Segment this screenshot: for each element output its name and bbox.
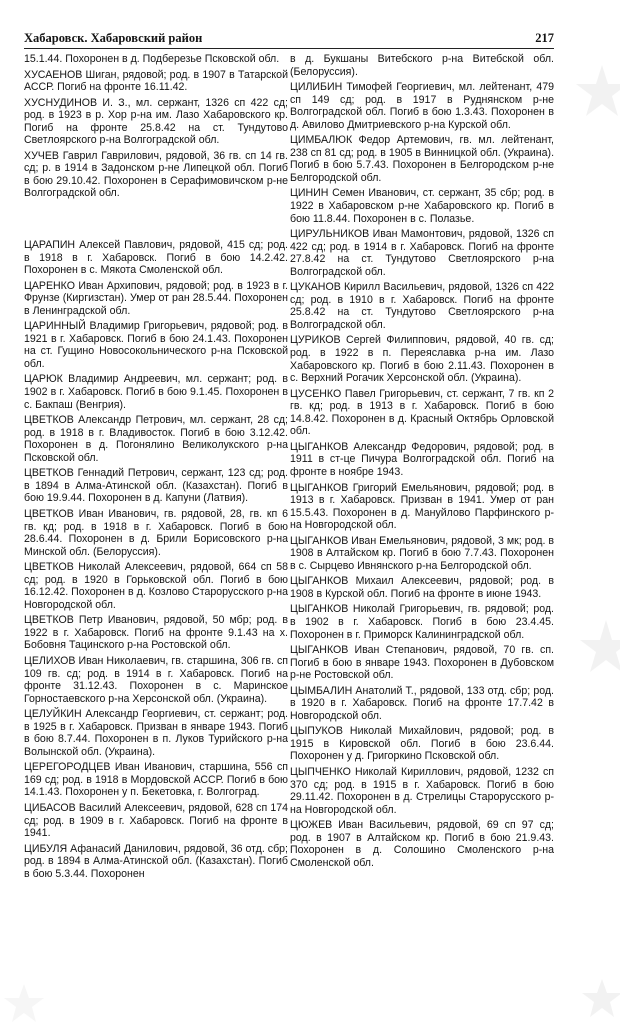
entry-details: Иван Степанович, рядовой, 70 гв. сп. Погиб в бою в январе 1943. Похоронен в Дубовском р-не Ростовской обл.	[290, 644, 554, 682]
letter-section-gap	[24, 203, 288, 239]
entry-surname: ЦИЛИБИН	[290, 81, 343, 94]
entry-surname: ЦЫГАНКОВ	[290, 440, 349, 453]
entry-details: Сергей Филиппович, рядовой, 40 гв. сд; род. в 1922 в п. Переяславка р-на им. Лазо Хабаровского кр. Погиб в бою 2.11.43. Похоронен в с. Верхний Рогачик Херсонской обл. (Украина).	[290, 334, 554, 385]
memorial-entry	[290, 53, 554, 78]
entry-details: Иван Иванович, гв. рядовой, 28, гв. кп 6 гв. кд; род. в 1918 в г. Хабаровск. Погиб в бою 28.6.44. Похоронен в д. Брили Борисовского р-на Минской обл. (Белоруссия).	[24, 507, 288, 558]
entry-surname: ЦАРЮК	[24, 373, 63, 386]
entry-surname: ХУСАЕНОВ	[24, 68, 83, 81]
memorial-entry	[290, 334, 554, 384]
entry-surname: ЦУРИКОВ	[290, 334, 341, 347]
running-title: Хабаровск. Хабаровский район	[24, 31, 203, 45]
entry-details: Федор Артемович, гв. мл. лейтенант, 238 сп 81 сд; род. в 1905 в Винницкой обл. (Украина). Погиб в бою 5.7.43. Похоронен в Белгородском р-не Белгородской обл.	[290, 134, 554, 184]
entry-details: Шиган, рядовой; род. в 1907 в Татарской АССР. Погиб на фронте 16.11.42.	[24, 68, 288, 94]
star-watermark-icon	[0, 980, 60, 1024]
entry-details: И. З., мл. сержант, 1326 сп 422 сд; род. в 1923 в р. Хор р-на им. Лазо Хабаровского кр. Погиб на фронте 25.8.42 на ст. Тундутово Светлоярского р-на Волгоградской обл.	[24, 96, 288, 147]
entry-details: Иван Емельянович, рядовой, 3 мк; род. в 1908 в Алтайском кр. Погиб в бою 7.7.43. Похоронен в с. Сырцево Ивнянского р-на Белгородской обл.	[290, 534, 554, 572]
entry-surname: ЦЫГАНКОВ	[290, 534, 349, 547]
memorial-entry	[290, 819, 554, 869]
entry-surname: ЦУКАНОВ	[290, 281, 341, 294]
entry-surname: ЦИБУЛЯ	[24, 842, 68, 855]
memorial-entry	[24, 467, 288, 505]
memorial-entry	[290, 535, 554, 573]
entry-surname: ЦЫМБАЛИН	[290, 684, 353, 697]
memorial-entry	[290, 482, 554, 532]
entry-details: Геннадий Петрович, сержант, 123 сд; род. в 1894 в Алма-Атинской обл. (Казахстан). Погиб в бою 19.9.44. Похоронен в д. Капуни (Латвия).	[24, 467, 288, 505]
memorial-entry	[290, 134, 554, 184]
entry-surname: ЦИРУЛЬНИКОВ	[290, 228, 370, 241]
right-column	[290, 53, 554, 1013]
entry-details: Гаврил Гаврилович, рядовой, 36 гв. сп 14 гв. сд; р. в 1914 в Задонском р-не Липецкой обл. Погиб в бою 29.10.42. Похоронен в Серафимовичском р-не Волгоградской обл.	[24, 149, 288, 200]
memorial-entry	[290, 81, 554, 131]
memorial-entry	[24, 53, 288, 66]
entry-surname: ЦЫПЧЕНКО	[290, 765, 351, 778]
entry-details: в д. Букшаны Витебского р-на Витебской обл. (Белоруссия).	[290, 53, 554, 78]
entry-details: Александр Федорович, рядовой; род. в 1911 в ст-це Пичура Волгоградской обл. Погиб на фронте в ноябре 1943.	[290, 440, 554, 478]
memorial-entry	[24, 655, 288, 705]
entry-details: Николай Григорьевич, гв. рядовой; род. в 1902 в г. Хабаровск. Погиб в бою 23.4.45. Похоронен в г. Приморск Калининградской обл.	[290, 603, 554, 641]
memorial-entry	[24, 414, 288, 464]
entry-surname: ЦВЕТКОВ	[24, 561, 74, 574]
memorial-entry	[290, 441, 554, 479]
entry-surname: ЦЮЖЕВ	[290, 819, 333, 832]
entry-surname: ЦИМБАЛЮК	[290, 134, 353, 147]
memorial-entry	[290, 575, 554, 600]
entry-details: Тимофей Георгиевич, мл. лейтенант, 479 сп 149 сд; род. в 1917 в Руднянском р-не Волгоградской обл. Погиб в бою 1.3.43. Похоронен в д. Авилово Дмитриевского р-на Курской обл.	[290, 81, 554, 131]
memorial-entry	[290, 766, 554, 816]
memorial-entry	[24, 561, 288, 611]
memorial-entry	[290, 603, 554, 641]
entry-surname: ЦАРИННЫЙ	[24, 320, 86, 333]
entry-details: Иван Иванович, старшина, 556 сп 169 сд; род. в 1918 в Мордовской АССР. Погиб в бою 14.1.43. Похоронен у п. Бекетовка, г. Волгоград.	[24, 761, 288, 799]
memorial-entry	[290, 644, 554, 682]
entry-details: Василий Алексеевич, рядовой, 628 сп 174 сд; род. в 1909 в г. Хабаровск. Погиб на фронте в 1941.	[24, 801, 288, 840]
memorial-entry	[290, 228, 554, 278]
entry-details: Иван Архипович, рядовой; род. в 1923 в г. Фрунзе (Киргизстан). Умер от ран 28.5.44. Похоронен в Ленинградской обл.	[24, 279, 288, 317]
entry-surname: ЦЕЛУЙКИН	[24, 708, 82, 721]
memorial-entry	[24, 97, 288, 147]
entry-surname: ЦИБАСОВ	[24, 801, 76, 814]
entry-surname: ЦАРЕНКО	[24, 279, 75, 292]
entry-surname: ЦУСЕНКО	[290, 387, 342, 400]
entry-details: Иван Мамонтович, рядовой, 1326 сп 422 сд; род. в 1914 в г. Хабаровск. Погиб на фронте 27.8.42 на ст. Тундутово Светлоярского р-на Волгоградской обл.	[290, 228, 554, 278]
star-watermark-icon	[562, 60, 620, 150]
memorial-entry	[290, 725, 554, 763]
entry-details: Иван Николаевич, гв. старшина, 306 гв. сп 109 гв. сд; род. в 1914 в г. Хабаровск. Погиб на фронте 31.12.43. Похоронен в с. Маринское Горностаевского р-на Херсонской обл. (Украина).	[24, 654, 288, 705]
entry-details: Николай Михайлович, рядовой; род. в 1915 в Кировской обл. Погиб в бою 23.6.44. Похоронен у д. Григоркино Псковской обл.	[290, 725, 554, 763]
entry-surname: ХУЧЕВ	[24, 149, 59, 162]
entry-surname: ХУСНУДИНОВ	[24, 96, 98, 109]
entry-details: Александр Георгиевич, ст. сержант; род. в 1925 в г. Хабаровск. Призван в январе 1943. Погиб в бою 8.7.44. Похоронен в п. Луков Турийского р-на Волынской обл. (Украина).	[24, 708, 288, 758]
memorial-entry	[24, 761, 288, 799]
entry-details: Афанасий Данилович, рядовой, 36 отд. сбр; род. в 1894 в Алма-Атинской обл. (Казахстан). Погиб в бою 5.3.44. Похоронен	[24, 842, 288, 880]
entry-details: Владимир Григорьевич, рядовой; род. в 1921 в г. Хабаровск. Погиб в бою 24.1.43. Похоронен на ст. Гущино Новосокольнического р-на Псковской обл.	[24, 320, 288, 370]
star-watermark-icon	[562, 975, 620, 1023]
memorial-entry	[290, 685, 554, 723]
memorial-entry	[24, 508, 288, 558]
entry-surname: ЦЫГАНКОВ	[290, 644, 349, 657]
memorial-entry	[24, 280, 288, 318]
page-number: 217	[535, 31, 554, 45]
memorial-entry	[24, 802, 288, 840]
memorial-entry	[290, 281, 554, 331]
entry-surname: ЦВЕТКОВ	[24, 414, 74, 427]
entry-details: Николай Алексеевич, рядовой, 664 сп 58 сд; род. в 1920 в Горьковской обл. Погиб в бою 16.12.42. Похоронен в д. Козлово Старорусского р-на Новгородской обл.	[24, 561, 288, 611]
entry-details: Михаил Алексеевич, рядовой; род. в 1908 в Курской обл. Погиб на фронте в июне 1943.	[290, 575, 554, 600]
memorial-entry	[24, 320, 288, 370]
page-header	[24, 28, 554, 49]
entry-details: Александр Петрович, мл. сержант, 28 сд; род. в 1918 в г. Владивосток. Погиб в бою 3.12.42. Похоронен в д. Погонялино Великолукского р-на Псковской обл.	[24, 414, 288, 464]
memorial-entry	[24, 373, 288, 411]
entry-details: Петр Иванович, рядовой, 50 мбр; род. в 1922 в г. Хабаровск. Погиб на фронте 9.1.43 на х. Бобовня Тацинского р-на Ростовской обл.	[24, 614, 288, 652]
memorial-entry	[24, 69, 288, 94]
left-column	[24, 53, 288, 1013]
entry-details: Владимир Андреевич, мл. сержант; род. в 1902 в г. Хабаровск. Погиб в бою 9.1.45. Похоронен в с. Бакпаш (Венгрия).	[24, 373, 288, 411]
entry-details: Николай Кириллович, рядовой, 1232 сп 370 сд; род. в 1915 в г. Хабаровск. Погиб в бою 29.11.42. Похоронен в д. Стрелицы Старорусского р-на Новгородской обл.	[290, 765, 554, 816]
entry-details: Павел Григорьевич, ст. сержант, 7 гв. кп 2 гв. кд; род. в 1913 в г. Хабаровск. Погиб в бою 14.8.42. Похоронен в д. Красный Октябрь Орловской обл.	[290, 387, 554, 438]
memorial-entry	[24, 708, 288, 758]
entry-surname: ЦЫПУКОВ	[290, 725, 343, 738]
entry-surname: ЦВЕТКОВ	[24, 467, 74, 480]
memorial-entry	[24, 239, 288, 277]
entry-surname: ЦАРАПИН	[24, 239, 76, 252]
star-watermark-icon	[562, 610, 620, 710]
entry-details: Семен Иванович, ст. сержант, 35 сбр; род. в 1922 в Хабаровском р-не Хабаровского кр. Погиб в бою 11.8.44. Похоронен в с. Полазье.	[290, 187, 554, 225]
entry-surname: ЦЫГАНКОВ	[290, 575, 349, 588]
entry-details: Иван Васильевич, рядовой, 69 сп 97 сд; род. в 1907 в Алтайском кр. Погиб в бою 21.9.43. Похоронен в д. Солошино Смоленского р-на Смоленской обл.	[290, 819, 554, 869]
entry-details: Григорий Емельянович, рядовой; род. в 1913 в г. Хабаровск. Призван в 1941. Умер от ран 15.5.43. Похоронен в д. Мануйлово Парфинского р-на Новгородской обл.	[290, 481, 554, 532]
entry-details: Анатолий Т., рядовой, 133 отд. сбр; род. в 1920 в г. Хабаровск. Погиб на фронте 17.7.42 в Новгородской обл.	[290, 684, 554, 722]
entry-surname: ЦЫГАНКОВ	[290, 481, 349, 494]
entry-surname: ЦЕЛИХОВ	[24, 654, 76, 667]
memorial-entry	[290, 388, 554, 438]
memorial-entry	[24, 150, 288, 200]
entry-details: Алексей Павлович, рядовой, 415 сд; род. в 1918 в г. Хабаровск. Погиб в бою 14.2.42. Похоронен в с. Мякота Смоленской обл.	[24, 239, 288, 277]
entry-surname: ЦВЕТКОВ	[24, 614, 74, 627]
entry-surname: ЦИНИН	[290, 187, 329, 200]
entry-surname: ЦЫГАНКОВ	[290, 603, 349, 616]
entry-surname: ЦЕРЕГОРОДЦЕВ	[24, 761, 111, 774]
memorial-entry	[24, 843, 288, 881]
entry-details: Кирилл Васильевич, рядовой, 1326 сп 422 сд; род. в 1910 в г. Хабаровск. Погиб на фронте 25.8.42 на ст. Тундутово Светлоярского р-на Волгоградской обл.	[290, 281, 554, 331]
entry-details: 15.1.44. Похоронен в д. Подберезье Псковской обл.	[24, 53, 280, 65]
memorial-entry	[290, 187, 554, 225]
entry-surname: ЦВЕТКОВ	[24, 507, 74, 520]
memorial-entry	[24, 614, 288, 652]
